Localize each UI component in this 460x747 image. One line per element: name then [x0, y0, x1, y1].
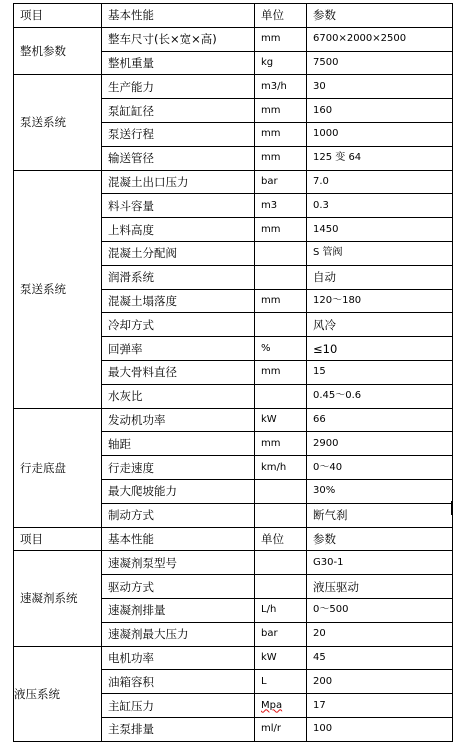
- header-parameter: 参数: [307, 4, 453, 28]
- row-name: 混凝土出口压力: [102, 170, 255, 194]
- row-name: 冷却方式: [102, 313, 255, 337]
- row-value: 17: [307, 694, 453, 718]
- table-row: [14, 75, 453, 99]
- row-value: G30-1: [307, 551, 453, 575]
- row-unit: L: [255, 670, 307, 694]
- row-value: ≤10: [307, 337, 453, 361]
- row-name: 速凝剂泵型号: [102, 551, 255, 575]
- table-edge-mark: [451, 501, 453, 515]
- row-name: 泵缸缸径: [102, 99, 255, 123]
- row-unit: mm: [255, 360, 307, 384]
- row-value: 20: [307, 622, 453, 646]
- row-unit: kW: [255, 646, 307, 670]
- row-unit: m3: [255, 194, 307, 218]
- row-name: 电机功率: [102, 646, 255, 670]
- row-value: 2900: [307, 432, 453, 456]
- table-row: [14, 408, 453, 432]
- spec-table: [13, 3, 453, 742]
- row-name: 泵送行程: [102, 122, 255, 146]
- row-unit: mm: [255, 218, 307, 242]
- row-name: 速凝剂排量: [102, 598, 255, 622]
- row-name: 发动机功率: [102, 408, 255, 432]
- row-name: 润滑系统: [102, 265, 255, 289]
- group-label: 行走底盘: [14, 408, 102, 527]
- group-label: 泵送系统: [14, 75, 102, 170]
- row-value: 7.0: [307, 170, 453, 194]
- row-value: 液压驱动: [307, 575, 453, 599]
- row-value: 15: [307, 360, 453, 384]
- header-row-repeat: [14, 527, 453, 551]
- row-unit: mm: [255, 27, 307, 51]
- table-row: [14, 646, 453, 670]
- table-row: [14, 170, 453, 194]
- row-unit: kg: [255, 51, 307, 75]
- row-unit: ml/r: [255, 717, 307, 741]
- row-unit: mm: [255, 122, 307, 146]
- row-name: 混凝土塌落度: [102, 289, 255, 313]
- row-value: 120～180: [307, 289, 453, 313]
- row-name: 回弹率: [102, 337, 255, 361]
- row-unit: [255, 575, 307, 599]
- row-value: 30: [307, 75, 453, 99]
- group-label: 液压系统: [14, 646, 102, 741]
- row-value: 100: [307, 717, 453, 741]
- header-item: 项目: [14, 4, 102, 28]
- row-unit: %: [255, 337, 307, 361]
- row-value: 0～40: [307, 456, 453, 480]
- row-name: 整机重量: [102, 51, 255, 75]
- row-name: 油箱容积: [102, 670, 255, 694]
- row-value: 200: [307, 670, 453, 694]
- row-unit: km/h: [255, 456, 307, 480]
- header-performance: 基本性能: [102, 4, 255, 28]
- row-name: 最大爬坡能力: [102, 479, 255, 503]
- header-item: 项目: [14, 527, 102, 551]
- row-name: 整车尺寸(长×宽×高): [102, 27, 255, 51]
- table-row: [14, 27, 453, 51]
- row-unit: [255, 479, 307, 503]
- row-value: 160: [307, 99, 453, 123]
- row-unit: mm: [255, 289, 307, 313]
- row-unit: L/h: [255, 598, 307, 622]
- row-value: 45: [307, 646, 453, 670]
- row-unit: [255, 241, 307, 265]
- row-name: 输送管径: [102, 146, 255, 170]
- row-unit: m3/h: [255, 75, 307, 99]
- row-value: 7500: [307, 51, 453, 75]
- row-unit: [255, 694, 307, 718]
- row-value: 0.45～0.6: [307, 384, 453, 408]
- row-name: 混凝土分配阀: [102, 241, 255, 265]
- row-name: 最大骨料直径: [102, 360, 255, 384]
- row-unit: mm: [255, 99, 307, 123]
- row-name: 行走速度: [102, 456, 255, 480]
- row-unit-text: Mpa: [261, 699, 283, 711]
- group-label: 泵送系统: [14, 170, 102, 408]
- row-name: 生产能力: [102, 75, 255, 99]
- row-unit: kW: [255, 408, 307, 432]
- row-unit: [255, 503, 307, 527]
- row-value: 1450: [307, 218, 453, 242]
- row-unit: [255, 551, 307, 575]
- row-value: 0.3: [307, 194, 453, 218]
- row-value: 6700×2000×2500: [307, 27, 453, 51]
- row-unit: bar: [255, 622, 307, 646]
- row-value: 30%: [307, 479, 453, 503]
- table-row: [14, 551, 453, 575]
- row-unit: bar: [255, 170, 307, 194]
- row-name: 主缸压力: [102, 694, 255, 718]
- row-value: 断气刹: [307, 503, 453, 527]
- header-parameter: 参数: [307, 527, 453, 551]
- row-name: 轴距: [102, 432, 255, 456]
- row-name: 速凝剂最大压力: [102, 622, 255, 646]
- row-unit: mm: [255, 146, 307, 170]
- row-unit: [255, 265, 307, 289]
- row-unit: mm: [255, 432, 307, 456]
- row-value: 风冷: [307, 313, 453, 337]
- row-value: 66: [307, 408, 453, 432]
- header-performance: 基本性能: [102, 527, 255, 551]
- row-value: 1000: [307, 122, 453, 146]
- group-label: 整机参数: [14, 27, 102, 75]
- row-value: 125 变 64: [307, 146, 453, 170]
- row-unit: [255, 313, 307, 337]
- row-unit: [255, 384, 307, 408]
- row-name: 制动方式: [102, 503, 255, 527]
- row-name: 料斗容量: [102, 194, 255, 218]
- row-name: 水灰比: [102, 384, 255, 408]
- row-value: S 管阀: [307, 241, 453, 265]
- header-row: [14, 4, 453, 28]
- group-label: 速凝剂系统: [14, 551, 102, 646]
- row-name: 主泵排量: [102, 717, 255, 741]
- row-name: 驱动方式: [102, 575, 255, 599]
- row-value: 0～500: [307, 598, 453, 622]
- header-unit: 单位: [255, 4, 307, 28]
- row-name: 上料高度: [102, 218, 255, 242]
- row-value: 自动: [307, 265, 453, 289]
- header-unit: 单位: [255, 527, 307, 551]
